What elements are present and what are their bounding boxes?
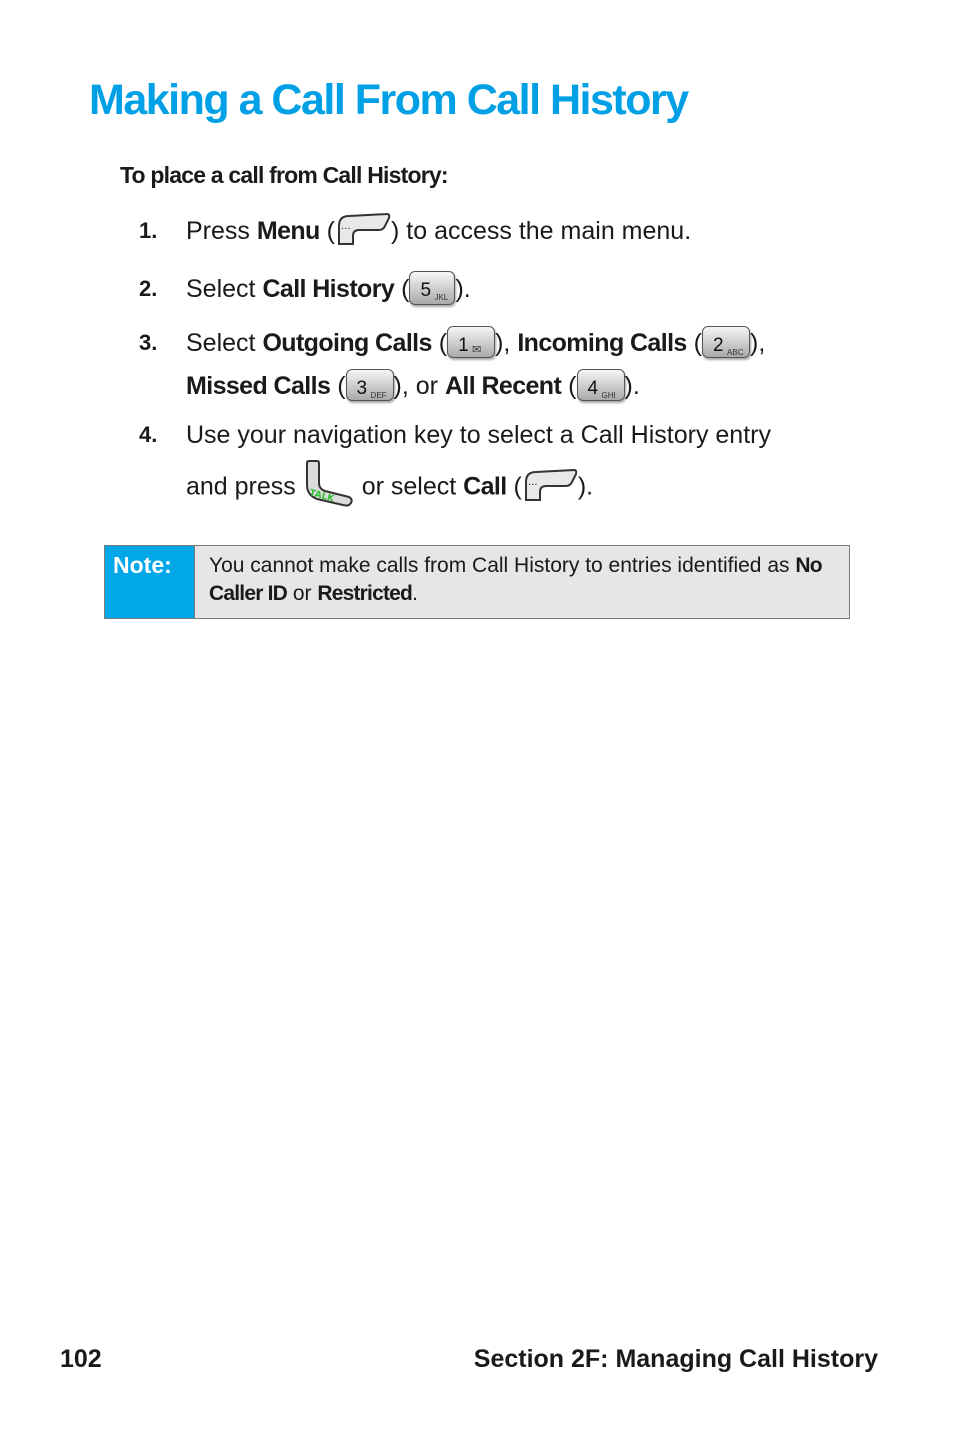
step-3-line-2: Missed Calls ( 3 DEF ), or All Recent ( 4 GHI ). [186,369,640,403]
step-2-number: 2. [139,276,158,301]
key-1-icon: 1 ✉ [447,326,495,358]
key-4-icon: 4 GHI [577,369,625,401]
step-3-number: 3. [139,330,158,355]
step-4-line-2: and press TALK or select Call ( ... ). [186,469,593,507]
call-softkey-icon [522,468,578,502]
talk-key-icon [303,459,355,507]
step-1: Press Menu ( ... ) to access the main menu. [186,214,691,248]
step-4-line-1: Use your navigation key to select a Call History entry [186,421,771,449]
svg-text:...: ... [341,221,351,233]
note-label: Note: [105,546,195,618]
page-title: Making a Call From Call History [89,76,688,124]
procedure-intro: To place a call from Call History: [120,162,448,188]
menu-label: Menu [256,217,320,245]
restricted-label: Restricted [317,582,413,605]
key-3-icon: 3 DEF [346,369,394,401]
section-title: Section 2F: Managing Call History [473,1345,878,1373]
call-history-label: Call History [262,275,395,303]
outgoing-calls-label: Outgoing Calls [262,329,432,357]
note-box [104,545,850,619]
step-3-line-1: Select Outgoing Calls ( 1 ✉ ), Incoming Calls ( 2 ABC ), [186,326,765,360]
missed-calls-label: Missed Calls [186,372,331,400]
svg-text:...: ... [527,477,538,488]
step-4-number: 4. [139,422,158,447]
page-number: 102 [60,1345,102,1373]
note-text: You cannot make calls from Call History to entries identified as No Caller ID or Restricted. [209,554,822,605]
svg-text:TALK: TALK [307,488,335,505]
menu-softkey-icon [335,212,391,246]
step-1-number: 1. [139,218,158,243]
all-recent-label: All Recent [444,372,562,400]
call-label: Call [463,472,507,501]
incoming-calls-label: Incoming Calls [517,329,687,357]
no-caller-id-label: No Caller ID [209,554,822,605]
key-5-icon: 5 JKL [409,271,455,305]
key-2-icon: 2 ABC [702,326,750,358]
step-2: Select Call History ( 5 JKL ). [186,272,471,306]
